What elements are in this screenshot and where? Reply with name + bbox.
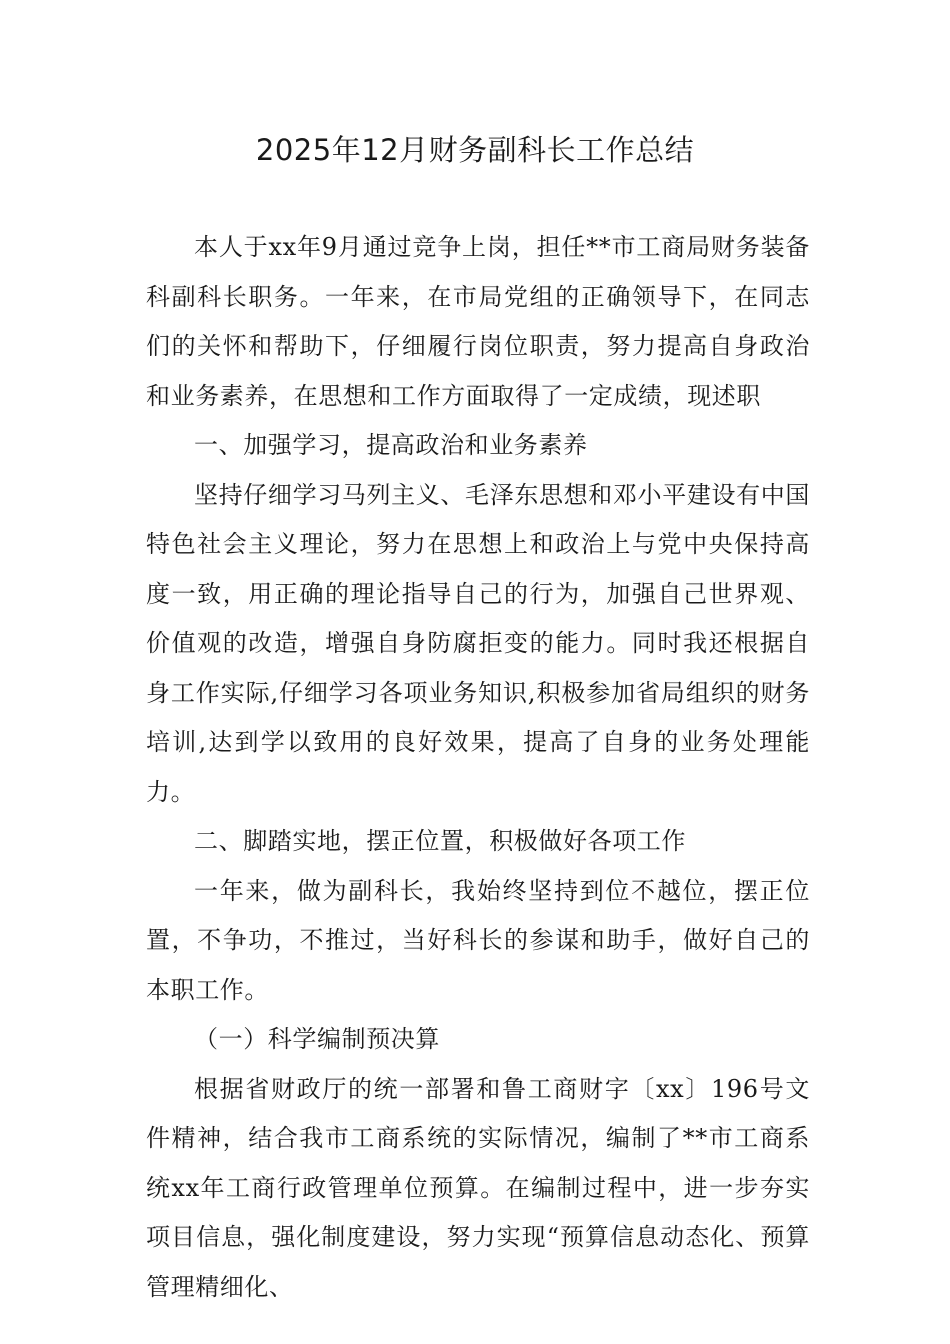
section-heading-2: 二、脚踏实地，摆正位置，积极做好各项工作 xyxy=(194,827,686,855)
document-body xyxy=(146,223,810,1312)
section-1-paragraph: 坚持仔细学习马列主义、毛泽东思想和邓小平建设有中国特色社会主义理论，努力在思想上和政治上与党中央保持高度一致，用正确的理论指导自己的行为，加强自己世界观、价值观的改造，增强自身防腐拒变的能力。同时我还根据自身工作实际,仔细学习各项业务知识,积极参加省局组织的财务培训,达到学以致用的良好效果，提高了自身的业务处理能力。 xyxy=(146,480,810,806)
document-title: 2025年12月财务副科长工作总结 xyxy=(255,133,695,167)
intro-paragraph: 本人于xx年9月通过竞争上岗，担任**市工商局财务装备科副科长职务。一年来，在市局党组的正确领导下，在同志们的关怀和帮助下，仔细履行岗位职责，努力提高自身政治和业务素养，在思想和工作方面取得了一定成绩，现述职 xyxy=(146,233,810,410)
section-2-paragraph: 一年来，做为副科长，我始终坚持到位不越位，摆正位置，不争功，不推过，当好科长的参谋和助手，做好自己的本职工作。 xyxy=(146,876,810,1004)
subsection-heading-1: （一）科学编制预决算 xyxy=(194,1025,440,1053)
subsection-1-paragraph: 根据省财政厅的统一部署和鲁工商财字〔xx〕196号文件精神，结合我市工商系统的实际情况，编制了**市工商系统xx年工商行政管理单位预算。在编制过程中，进一步夯实项目信息，强化制度建设，努力实现“预算信息动态化、预算管理精细化、 xyxy=(146,1074,810,1301)
section-heading-1: 一、加强学习，提高政治和业务素养 xyxy=(194,431,588,459)
